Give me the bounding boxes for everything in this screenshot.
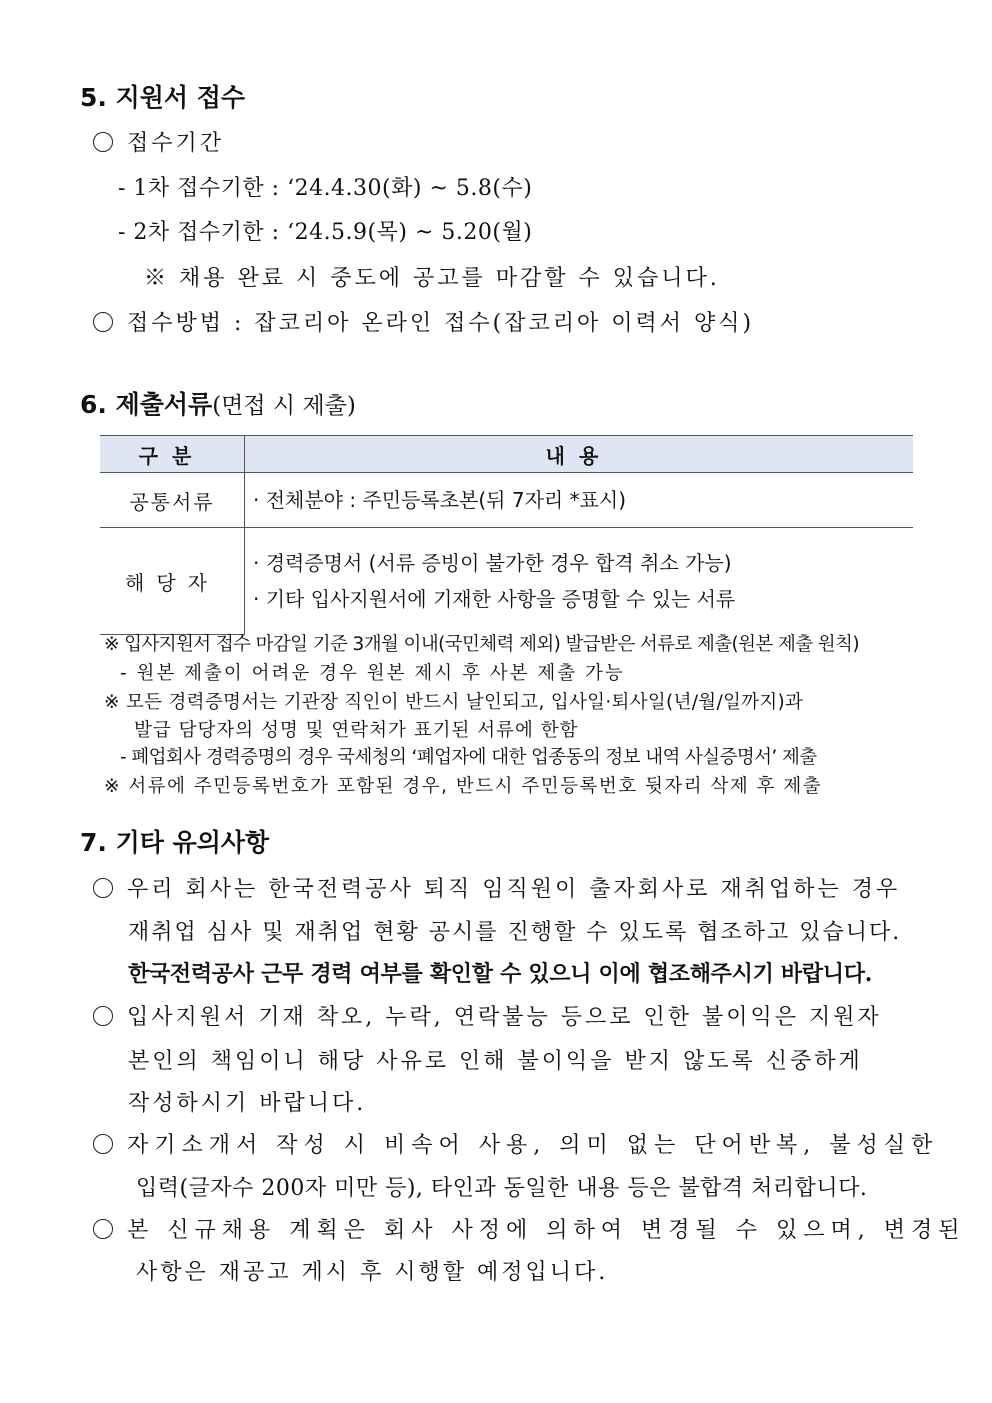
- notice-item-1: 우리 회사는 한국전력공사 퇴직 임직원이 출자회사로 재취업하는 경우: [93, 872, 900, 903]
- notice-item-2: 입사지원서 기재 착오, 누락, 연락불능 등으로 인한 불이익은 지원자: [93, 1000, 882, 1031]
- row-item: · 기타 입사지원서에 기재한 사항을 증명할 수 있는 서류: [253, 587, 736, 612]
- note-line: - 원본 제출이 어려운 경우 원본 제시 후 사본 제출 가능: [120, 663, 625, 684]
- row-category: 해당자: [100, 528, 245, 635]
- circle-bullet-icon: [93, 132, 113, 152]
- note-line: ※ 모든 경력증명서는 기관장 직인이 반드시 날인되고, 입사일·퇴사일(년/월/일까지)과: [104, 692, 804, 713]
- notice-item-4: 본 신규채용 계획은 회사 사정에 의하여 변경될 수 있으며, 변경된: [93, 1213, 966, 1244]
- note-line: ※ 입사지원서 접수 마감일 기준 3개월 이내(국민체력 제외) 발급받은 서류로 제출(원본 제출 원칙): [104, 634, 859, 655]
- section5-title: 5. 지원서 접수: [80, 83, 246, 112]
- notice-line: 입력(글자수 200자 미만 등), 타인과 동일한 내용 등은 불합격 처리합니다.: [136, 1176, 868, 1201]
- notice-line-bold: 한국전력공사 근무 경력 여부를 확인할 수 있으니 이에 협조해주시기 바랍니다.: [128, 961, 873, 987]
- period-2: - 2차 접수기한 : ‘24.5.9(목) ~ 5.20(월): [118, 220, 533, 245]
- notice-line: 재취업 심사 및 재취업 현황 공시를 진행할 수 있도록 협조하고 있습니다.: [128, 920, 902, 945]
- circle-bullet-icon: [93, 1134, 113, 1154]
- section6-title: [80, 385, 356, 421]
- note-line: 발급 담당자의 성명 및 연락처가 표기된 서류에 한함: [134, 720, 579, 741]
- section6-title-main: 6. 제출서류: [80, 390, 213, 419]
- period-label: 접수기간: [127, 131, 225, 156]
- method-item: [93, 306, 754, 337]
- method-text: 접수방법 : 잡코리아 온라인 접수(잡코리아 이력서 양식): [127, 311, 755, 336]
- notice-item-3: 자기소개서 작성 시 비속어 사용, 의미 없는 단어반복, 불성실한: [93, 1128, 938, 1159]
- section6-title-sub: (면접 시 제출): [212, 393, 356, 419]
- row-content: [245, 473, 914, 528]
- note-line: - 폐업회사 경력증명의 경우 국세청의 ‘폐업자에 대한 업종동의 정보 내역 사실증명서’ 제출: [120, 747, 817, 768]
- notice-line: 사항은 재공고 게시 후 시행할 예정입니다.: [136, 1260, 609, 1285]
- table-header-content: 내용: [245, 436, 914, 473]
- period-1: - 1차 접수기한 : ‘24.4.30(화) ~ 5.8(수): [118, 176, 533, 201]
- table-row: [100, 528, 913, 635]
- circle-bullet-icon: [93, 1219, 113, 1239]
- row-item: · 경력증명서 (서류 증빙이 불가한 경우 합격 취소 가능): [253, 551, 732, 576]
- circle-bullet-icon: [93, 1006, 113, 1026]
- table-header-row: [100, 436, 913, 473]
- circle-bullet-icon: [93, 878, 113, 898]
- table-row: [100, 473, 913, 528]
- period-item: [93, 126, 224, 157]
- notice-line: 작성하시기 바랍니다.: [128, 1091, 367, 1116]
- documents-table: [100, 435, 913, 635]
- circle-bullet-icon: [93, 312, 113, 332]
- note-line: ※ 서류에 주민등록번호가 포함된 경우, 반드시 주민등록번호 뒷자리 삭제 후 제출: [104, 776, 823, 797]
- table-header-category: 구분: [100, 436, 245, 473]
- notice-line: 본인의 책임이니 해당 사유로 인해 불이익을 받지 않도록 신중하게: [128, 1049, 863, 1074]
- period-note: ※ 채용 완료 시 중도에 공고를 마감할 수 있습니다.: [144, 266, 720, 291]
- row-content: [245, 528, 914, 635]
- row-category: 공통서류: [100, 473, 245, 528]
- row-item: · 전체분야 : 주민등록초본(뒤 7자리 *표시): [253, 488, 627, 512]
- section7-title: 7. 기타 유의사항: [80, 828, 270, 857]
